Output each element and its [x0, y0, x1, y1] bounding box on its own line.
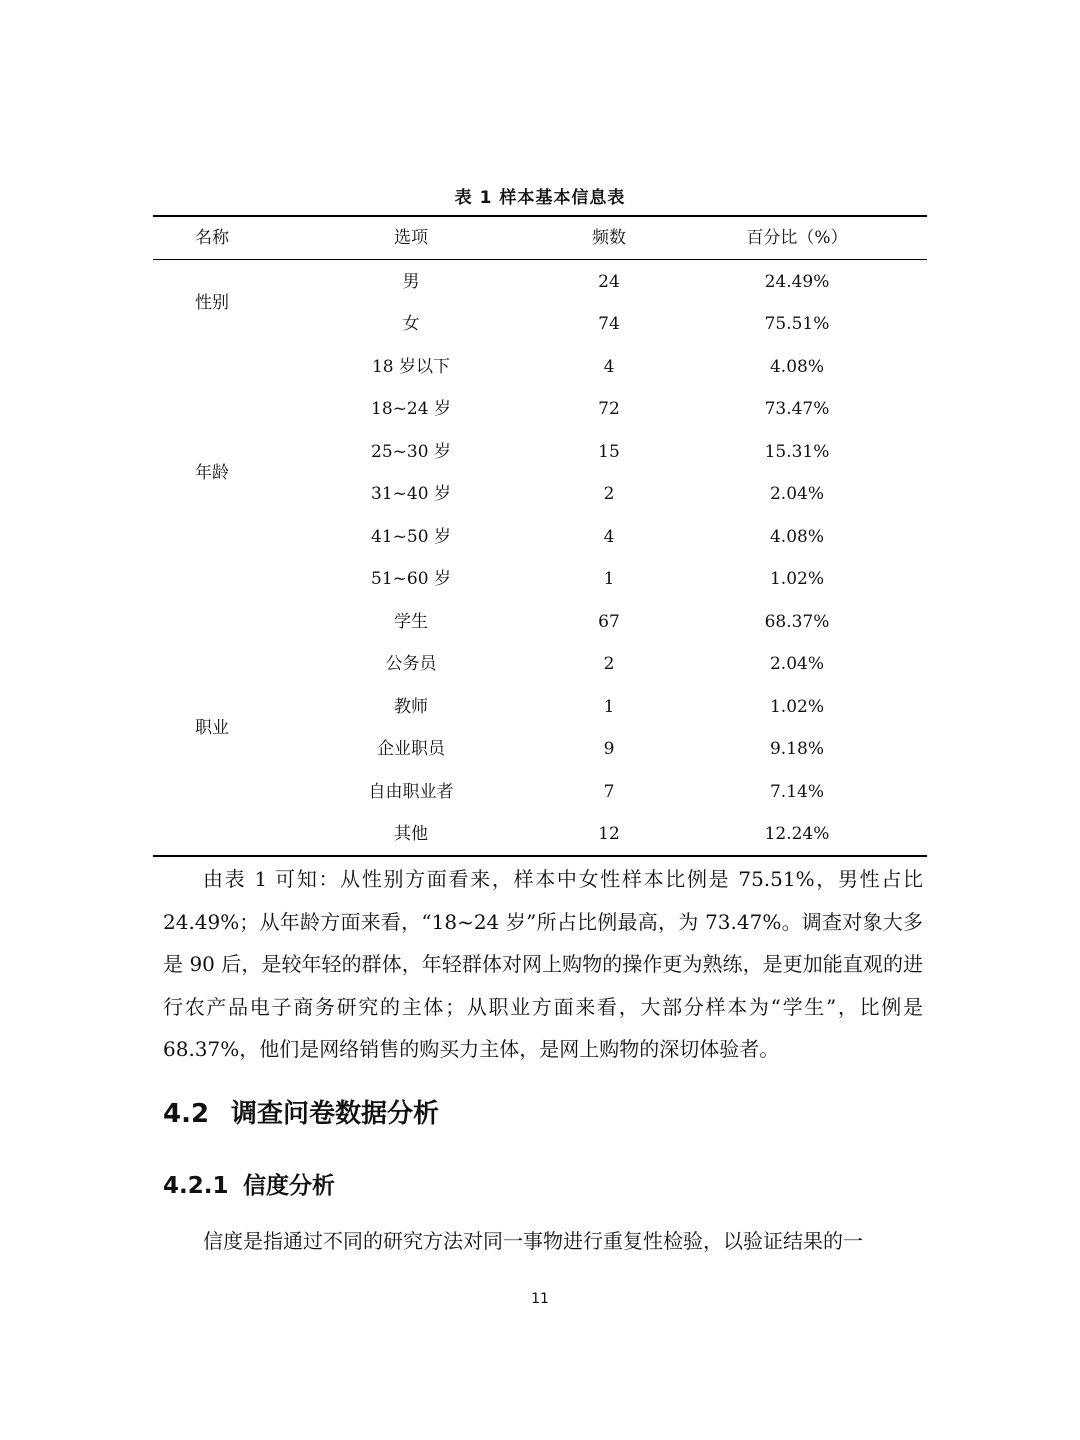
row-count: 72: [598, 399, 620, 419]
group-label-age: 年龄: [195, 463, 229, 483]
row-count: 67: [598, 612, 620, 632]
row-percent: 1.02%: [769, 569, 824, 589]
row-option: 公务员: [385, 654, 437, 674]
row-count: 4: [603, 527, 615, 547]
row-percent: 1.02%: [769, 697, 824, 717]
row-count: 74: [598, 314, 620, 334]
row-count: 1: [603, 697, 615, 717]
row-percent: 15.31%: [764, 442, 830, 462]
row-option: 学生: [394, 612, 428, 632]
row-percent: 68.37%: [764, 612, 830, 632]
row-option: 自由职业者: [368, 782, 454, 802]
section-heading: [163, 1093, 439, 1130]
header-count: 频数: [592, 228, 626, 248]
row-count: 2: [603, 484, 615, 504]
row-count: 12: [598, 824, 620, 844]
row-percent: 24.49%: [764, 272, 830, 292]
body-paragraph: 由表 1 可知：从性别方面看来，样本中女性样本比例是 75.51%，男性占比 24.49%；从年龄方面来看，“18~24 岁”所占比例最高，为 73.47%。调查对象大多是 90 后，是较年轻的群体，年轻群体对网上购物的操作更为熟练，是更加能直观的进行农产品电子商务研究的主体；从职业方面来看，大部分样本为“学生”，比例是 68.37%，他们是网络销售的购买力主体，是网上购物的深切体验者。: [163, 867, 923, 1061]
page-number: 11: [531, 1291, 549, 1307]
row-option: 教师: [394, 697, 428, 717]
row-option: 女: [402, 314, 420, 334]
row-percent: 12.24%: [764, 824, 830, 844]
row-option: 男: [402, 272, 420, 292]
row-count: 2: [603, 654, 615, 674]
row-percent: 9.18%: [769, 739, 824, 759]
section-title: 调查问卷数据分析: [231, 1099, 440, 1129]
row-percent: 4.08%: [769, 527, 824, 547]
section-number: 4.2: [163, 1099, 210, 1129]
row-percent: 73.47%: [764, 399, 830, 419]
table-caption: 表 1 样本基本信息表: [454, 188, 626, 208]
row-option: 41~50 岁: [371, 527, 451, 547]
row-percent: 2.04%: [769, 484, 824, 504]
row-count: 9: [603, 739, 615, 759]
header-option: 选项: [394, 228, 428, 248]
row-option: 25~30 岁: [371, 442, 451, 462]
subsection-title: 信度分析: [243, 1173, 335, 1199]
table-header-rule: [153, 259, 927, 260]
header-name: 名称: [195, 228, 229, 248]
group-label-occupation: 职业: [195, 718, 229, 738]
row-count: 7: [603, 782, 615, 802]
subsection-number: 4.2.1: [163, 1173, 229, 1199]
row-percent: 75.51%: [764, 314, 830, 334]
row-count: 24: [598, 272, 620, 292]
row-percent: 4.08%: [769, 357, 824, 377]
row-percent: 2.04%: [769, 654, 824, 674]
row-option: 51~60 岁: [371, 569, 451, 589]
group-label-gender: 性别: [195, 293, 229, 313]
row-percent: 7.14%: [769, 782, 824, 802]
row-option: 18~24 岁: [371, 399, 451, 419]
row-option: 企业职员: [377, 739, 445, 759]
table-bottom-rule: [153, 855, 927, 857]
row-option: 31~40 岁: [371, 484, 451, 504]
row-count: 1: [603, 569, 615, 589]
body-paragraph-2: 信度是指通过不同的研究方法对同一事物进行重复性检验，以验证结果的一: [203, 1229, 863, 1253]
row-option: 18 岁以下: [371, 357, 451, 377]
row-option: 其他: [394, 824, 428, 844]
subsection-heading: [163, 1167, 335, 1200]
row-count: 4: [603, 357, 615, 377]
row-count: 15: [598, 442, 620, 462]
header-percent: 百分比（%）: [746, 228, 848, 248]
table-top-rule: [153, 215, 927, 217]
